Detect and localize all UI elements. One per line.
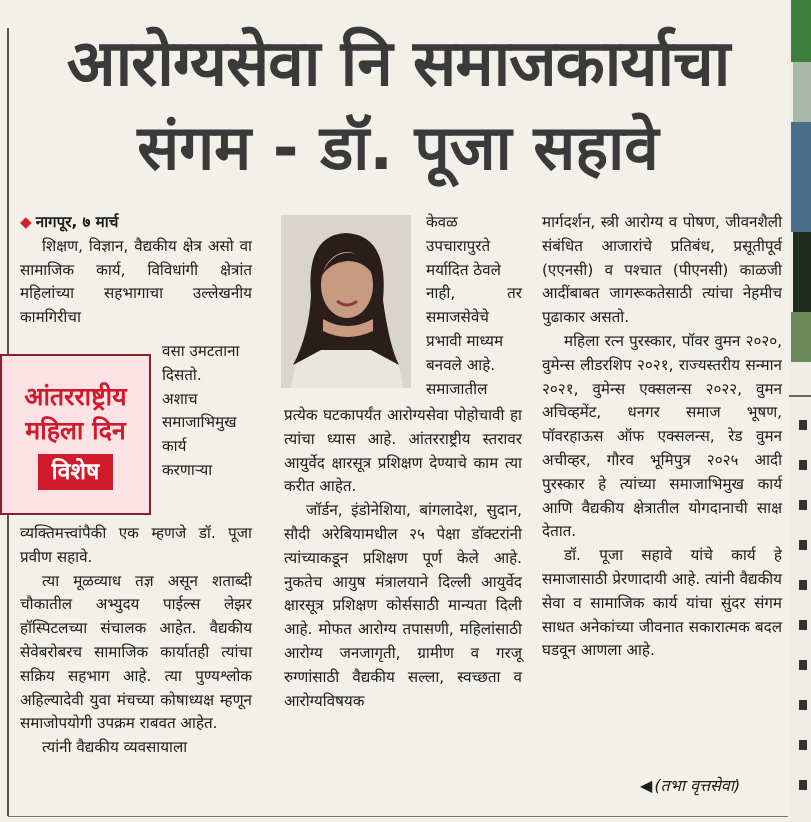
col1-wrap-line-2: दिसतो. bbox=[162, 365, 202, 384]
col1-wrap-line-6: करणाऱ्या bbox=[162, 460, 213, 479]
article-column-2-side bbox=[426, 211, 522, 401]
col2-side-line-6: प्रभावी माध्यम bbox=[426, 331, 504, 350]
col2-paragraph-2: जॉर्डन, इंडोनेशिया, बांगलादेश, सुदान, सौदी अरेबियामधील २५ पेक्षा डॉक्टरांनी त्यांच्याकडून प्रशिक्षण पूर्ण केले आहे. नुकतेच आयुष मंत्रालयाने दिल्ली आयुर्वेद क्षारसूत्र प्रशिक्षण कोर्ससाठी मान्यता दिली आहे. मोफत आरोग्य तपासणी, महिलांसाठी आरोग्य जनजागृती, ग्रामीण व गरजू रुग्णांसाठी वैद्यकीय सल्ला, स्वच्छता व आरोग्यविषयक bbox=[284, 501, 522, 710]
article-column-2 bbox=[284, 404, 522, 713]
news-service-credit: ◀ (तभा वृत्तसेवा) bbox=[640, 776, 741, 795]
portrait-photo bbox=[281, 215, 411, 388]
dateline: ◆ नागपूर, ७ मार्च bbox=[20, 213, 119, 231]
bottom-rule bbox=[8, 816, 788, 817]
diamond-icon: ◆ bbox=[20, 213, 32, 231]
col3-paragraph-3: डॉ. पूजा सहावे यांचे कार्य हे समाजासाठी प्रेरणादायी आहे. त्यांनी वैद्यकीय सेवा व सामाजिक कार्य यांचा सुंदर संगम साधत अनेकांच्या जीवनात सकारात्मक बदल घडवून आणला आहे. bbox=[542, 546, 782, 660]
woman-portrait-image bbox=[281, 215, 411, 388]
col2-side-line-3: मर्यादित ठेवले bbox=[426, 260, 501, 279]
col1-wrap-line-4: समाजाभिमुख bbox=[162, 413, 237, 432]
article-column-1-wrap bbox=[162, 340, 258, 483]
col1-wrap-line-1: वसा उमटताना bbox=[162, 342, 240, 360]
col2-side-line-4: नाही, तर bbox=[426, 284, 522, 303]
headline-line-2: संगम - डॉ. पूजा सहावे bbox=[137, 111, 659, 184]
adjacent-clipping-edge bbox=[789, 0, 811, 822]
col2-paragraph-1: प्रत्येक घटकापर्यंत आरोग्यसेवा पोहोचावी हा त्यांचा ध्यास आहे. आंतरराष्ट्रीय स्तरावर आयुर्वेद क्षारसूत्र प्रशिक्षण देण्याचे काम त्या करीत आहेत. bbox=[284, 406, 522, 496]
article-column-1 bbox=[20, 211, 252, 330]
col2-side-line-8: समाजातील bbox=[426, 379, 488, 398]
col1-paragraph-1-end: व्यक्तिमत्त्वांपैकी एक म्हणजे डॉ. पूजा प्रवीण सहावे. bbox=[20, 524, 252, 566]
col1-paragraph-2: त्या मूळव्याध तज्ञ असून शताब्दी चौकातील अभ्युदय पाईल्स लेझर हॉस्पिटलच्या संचालक आहेत. वैद्यकीय सेवेबरोबरच सामाजिक कार्यातही त्यांचा सक्रिय सहभाग आहे. त्या पुण्यश्लोक अहिल्यादेवी युवा मंचच्या कोषाध्यक्ष म्हणून समाजोपयोगी उपक्रम राबवत आहेत. bbox=[20, 571, 252, 733]
col1-wrap-line-3: अशाच bbox=[162, 389, 198, 408]
col2-side-line-5: समाजसेवेचे bbox=[426, 308, 489, 327]
col1-wrap-line-5: कार्य bbox=[162, 437, 187, 456]
col2-side-line-2: उपचारापुरते bbox=[426, 236, 491, 255]
col2-side-line-7: बनवले आहे. bbox=[426, 355, 496, 374]
article-column-1-lower bbox=[20, 522, 252, 760]
col1-paragraph-1: शिक्षण, विज्ञान, वैद्यकीय क्षेत्र असो वा सामाजिक कार्य, विविधांगी क्षेत्रांत महिलांच्या सहभागाचा उल्लेखनीय कामगिरीचा bbox=[20, 236, 252, 327]
article-column-3 bbox=[542, 211, 782, 663]
badge-line-3: विशेष bbox=[38, 454, 114, 490]
col1-paragraph-3: त्यांनी वैद्यकीय व्यवसायाला bbox=[42, 738, 188, 757]
badge-line-2: महिला दिन bbox=[25, 415, 126, 445]
headline-line-1: आरोग्यसेवा नि समाजकार्याचा bbox=[66, 27, 730, 101]
womens-day-special-badge bbox=[0, 354, 151, 515]
col3-paragraph-2: महिला रत्न पुरस्कार, पॉवर वुमन २०२०, वुमेन्स लीडरशिप २०२१, राज्यस्तरीय सन्मान २०२१, वुमेन्स एक्सलन्स २०२२, वुमन अचिव्हमेंट, धनगर समाज भूषण, पॉवरहाऊस ऑफ एक्सलन्स, रेड वुमन अचीव्हर, गौरव भूमिपुत्र २०२५ आदी पुरस्कार हे त्यांच्या समाजाभिमुख कार्य आणि वैद्यकीय क्षेत्रातील योगदानाची साक्ष देतात. bbox=[542, 331, 782, 541]
col3-paragraph-1: मार्गदर्शन, स्त्री आरोग्य व पोषण, जीवनशैली संबंधित आजारांचे प्रतिबंध, प्रसूतीपूर्व (एएनसी) व पश्चात (पीएनसी) काळजी आदींबाबत जागरूकतेसाठी त्यांचा नेहमीच पुढाकार असतो. bbox=[542, 213, 782, 327]
badge-line-1: आंतरराष्ट्रीय bbox=[24, 381, 127, 411]
left-triangle-icon: ◀ bbox=[640, 776, 653, 795]
col2-side-line-1: केवळ bbox=[426, 213, 458, 231]
